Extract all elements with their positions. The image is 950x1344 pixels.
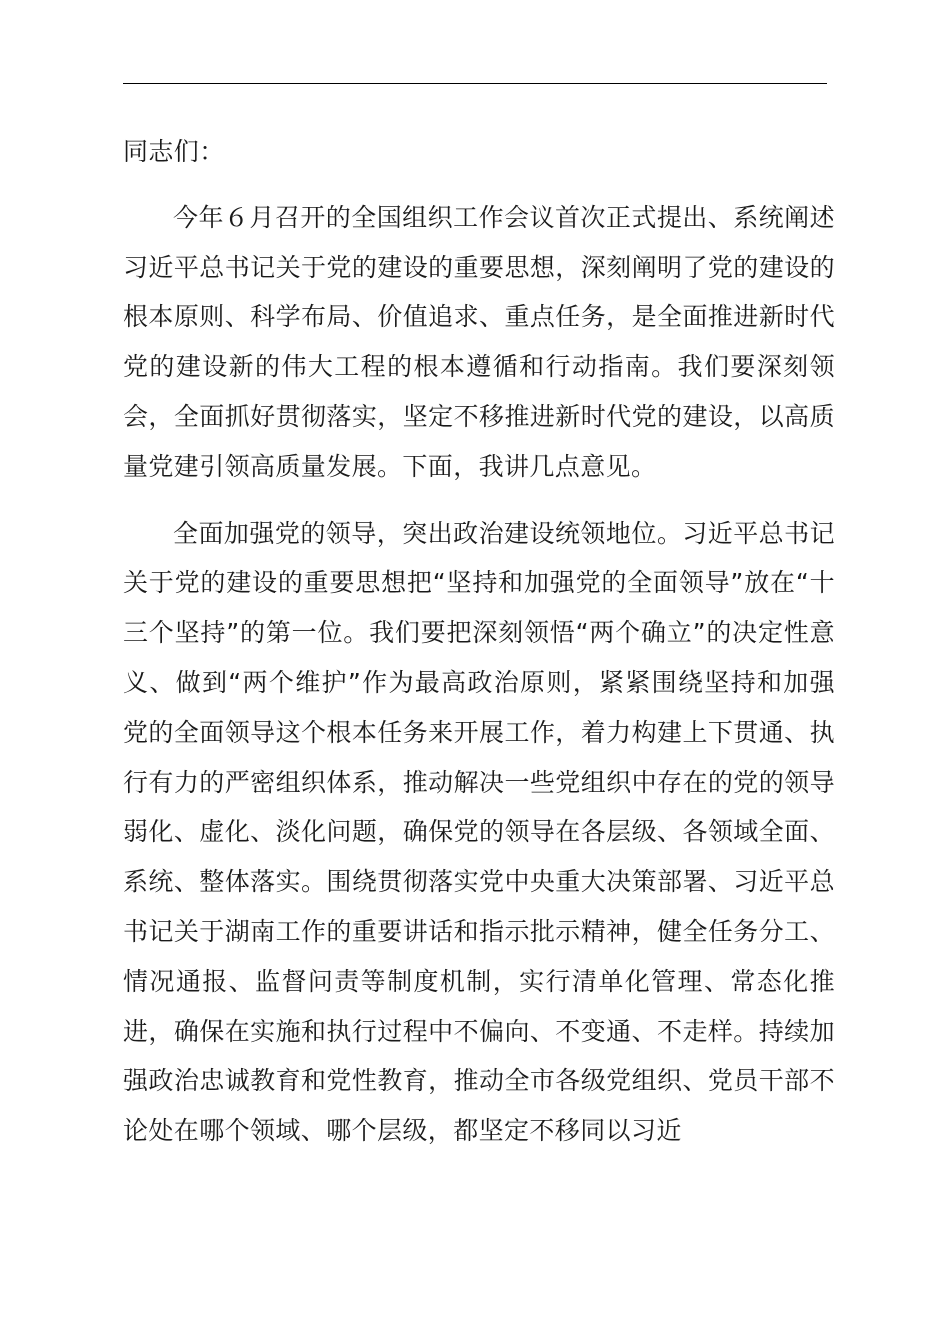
paragraph-intro: 今年６月召开的全国组织工作会议首次正式提出、系统阐述习近平总书记关于党的建设的重要思想，深刻阐明了党的建设的根本原则、科学布局、价值追求、重点任务，是全面推进新时代党的建设新的伟大工程的根本遵循和行动指南。我们要深刻领会，全面抓好贯彻落实，坚定不移推进新时代党的建设，以高质量党建引领高质量发展。下面，我讲几点意见。 — [123, 202, 835, 481]
document-body — [123, 127, 835, 1173]
salutation: 同志们： — [123, 137, 225, 166]
header-rule — [123, 83, 827, 84]
paragraph-party-leadership: 全面加强党的领导，突出政治建设统领地位。习近平总书记关于党的建设的重要思想把“坚持和加强党的全面领导”放在“十三个坚持”的第一位。我们要把深刻领悟“两个确立”的决定性意义、做到“两个维护”作为最高政治原则，紧紧围绕坚持和加强党的全面领导这个根本任务来开展工作，着力构建上下贯通、执行有力的严密组织体系，推动解决一些党组织中存在的党的领导弱化、虚化、淡化问题，确保党的领导在各层级、各领域全面、系统、整体落实。围绕贯彻落实党中央重大决策部署、习近平总书记关于湖南工作的重要讲话和指示批示精神，健全任务分工、情况通报、监督问责等制度机制，实行清单化管理、常态化推进，确保在实施和执行过程中不偏向、不变通、不走样。持续加强政治忠诚教育和党性教育，推动全市各级党组织、党员干部不论处在哪个领域、哪个层级，都坚定不移同以习近 — [123, 518, 835, 1146]
